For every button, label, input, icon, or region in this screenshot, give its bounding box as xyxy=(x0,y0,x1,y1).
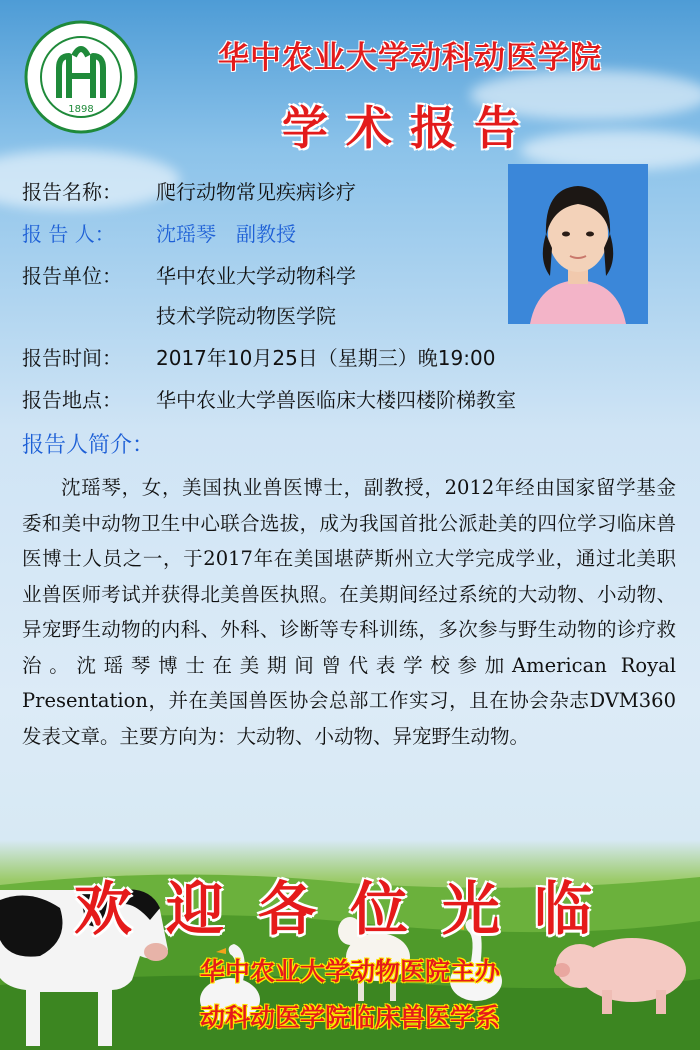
unit-label: 报告单位： xyxy=(22,264,122,288)
poster-title: 华中农业大学动科动医学院 xyxy=(218,40,602,76)
speaker-photo xyxy=(508,164,648,324)
logo-year: 1898 xyxy=(68,104,94,115)
speaker-row xyxy=(22,218,296,247)
welcome-banner: 欢迎各位光临 xyxy=(73,875,626,943)
poster-subtitle: 学术报告 xyxy=(282,101,538,155)
place-value: 华中农业大学兽医临床大楼四楼阶梯教室 xyxy=(156,388,516,412)
speaker-value: 沈瑶琴 副教授 xyxy=(156,222,296,246)
host-line-1: 华中农业大学动物医院主办 xyxy=(199,957,500,986)
bio-heading: 报告人简介： xyxy=(22,433,155,458)
topic-label: 报告名称： xyxy=(22,180,122,204)
topic-value: 爬行动物常见疾病诊疗 xyxy=(156,180,356,204)
unit-row-cont xyxy=(156,300,336,329)
place-row xyxy=(22,384,516,413)
time-label: 报告时间： xyxy=(22,346,122,370)
topic-row xyxy=(22,176,356,205)
place-label: 报告地点： xyxy=(22,388,122,412)
time-value: 2017年10月25日（星期三）晚19:00 xyxy=(156,346,496,370)
host-line-2: 动科动医学院临床兽医学系 xyxy=(199,1003,500,1032)
unit-row xyxy=(22,260,356,289)
bio-text: 沈瑶琴，女，美国执业兽医博士，副教授，2012年经由国家留学基金委和美中动物卫生中心联合选拔，成为我国首批公派赴美的四位学习临床兽医博士人员之一，于2017年在美国堪萨斯州立大学完成学业，通过北美职业兽医师考试并获得北美兽医执照。在美期间经过系统的大动物、小动物、异宠野生动物的内科、外科、诊断等专科训练，多次参与野生动物的诊疗救治。沈瑶琴博士在美期间曾代表学校参加American Royal Presentation，并在美国兽医协会总部工作实习，且在协会杂志DVM360发表文章。主要方向为：大动物、小动物、异宠野生动物。 xyxy=(22,476,676,748)
time-row xyxy=(22,342,495,371)
speaker-label: 报 告 人： xyxy=(22,222,115,246)
university-logo xyxy=(24,20,138,134)
unit-value-line1: 华中农业大学动物科学 xyxy=(156,264,356,288)
unit-value-line2: 技术学院动物医学院 xyxy=(156,304,336,328)
